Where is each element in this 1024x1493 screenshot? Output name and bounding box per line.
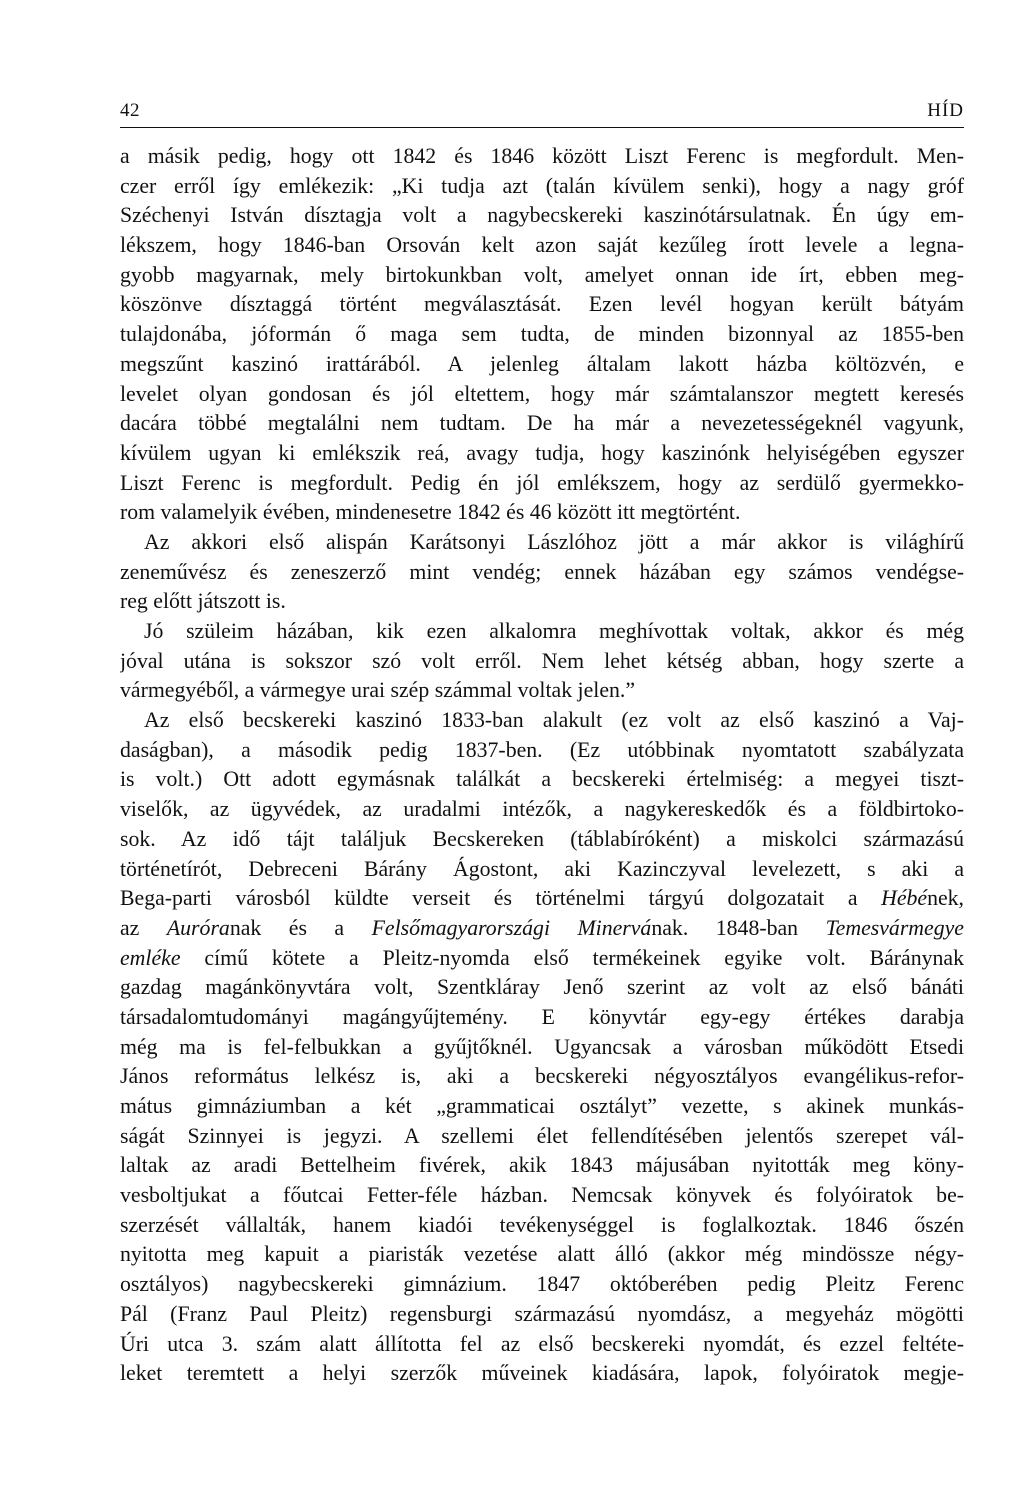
text-line: Liszt Ferenc is megfordult. Pedig én jól emlékszem, hogy az serdülő gyermekko- — [120, 470, 964, 495]
text-line: vármegyéből, a vármegye urai szép számmal voltak jelen.” — [120, 678, 636, 703]
text-line: lékszem, hogy 1846-ban Orsován kelt azon saját kezűleg írott levele a legna- — [120, 233, 964, 258]
text-line: emléke című kötete a Pleitz-nyomda első termékeinek egyike volt. Báránynak — [120, 945, 964, 970]
text-line: dacára többé megtalálni nem tudtam. De ha már a nevezetességeknél vagyunk, — [120, 411, 964, 436]
header-rule — [120, 127, 964, 128]
text-line: köszönve dísztaggá történt megválasztását. Ezen levél hogyan került bátyám — [120, 292, 964, 317]
text-line: daságban), a második pedig 1837-ben. (Ez utóbbinak nyomtatott szabályzata — [120, 737, 964, 762]
text-line: Úri utca 3. szám alatt állította fel az első becskereki nyomdát, és ezzel feltéte- — [120, 1331, 964, 1356]
text-line: az Auróranak és a Felsőmagyarországi Minervának. 1848-ban Temesvármegye — [120, 915, 964, 940]
page-number: 42 — [120, 100, 140, 121]
text-line: leket teremtett a helyi szerzők műveinek kiadására, lapok, folyóiratok megje- — [120, 1361, 964, 1386]
text-line: laltak az aradi Bettelheim fivérek, akik 1843 májusában nyitották meg köny- — [120, 1153, 964, 1178]
italic-title: Felsőmagyarországi Minervá — [371, 915, 652, 940]
italic-title: Hébé — [881, 886, 928, 911]
body-text — [120, 142, 964, 1389]
text-line: mátus gimnáziumban a két „grammaticai osztályt” vezette, s akinek munkás- — [120, 1094, 964, 1118]
text-line: viselők, az ügyvédek, az uradalmi intézők, a nagykereskedők és a földbirtoko- — [120, 797, 964, 822]
text-line: János református lelkész is, aki a becskereki négyosztályos evangélikus-refor- — [120, 1064, 964, 1089]
text-line: zeneművész és zeneszerző mint vendég; ennek házában egy számos vendégse- — [120, 559, 964, 584]
text-line: sok. Az idő tájt találjuk Becskereken (táblabíróként) a miskolci származású — [120, 826, 964, 851]
text-line: Az első becskereki kaszinó 1833-ban alakult (ez volt az első kaszinó a Vaj- — [144, 708, 964, 733]
text-line: megszűnt kaszinó irattárából. A jelenleg általam lakott házba költözvén, e — [120, 351, 964, 376]
text-line: a másik pedig, hogy ott 1842 és 1846 között Liszt Ferenc is megfordult. Men- — [120, 144, 964, 168]
text-line: történetírót, Debreceni Bárány Ágostont, aki Kazinczyval levelezett, s aki a — [120, 856, 964, 881]
text-line: gyobb magyarnak, mely birtokunkban volt, amelyet onnan ide írt, ebben meg- — [120, 262, 964, 287]
text-line: osztályos) nagybecskereki gimnázium. 1847 októberében pedig Pleitz Ferenc — [120, 1272, 964, 1297]
text-fragment: nek, — [927, 886, 964, 911]
text-line: reg előtt játszott is. — [120, 589, 286, 614]
text-line: vesboltjukat a főutcai Fetter-féle házban. Nemcsak könyvek és folyóiratok be- — [120, 1183, 964, 1208]
text-line: czer erről így emlékezik: „Ki tudja azt (talán kívülem senki), hogy a nagy gróf — [120, 173, 964, 198]
italic-title: emléke — [120, 945, 181, 970]
text-line: nyitotta meg kapuit a piaristák vezetése alatt álló (akkor még mindössze négy- — [120, 1242, 964, 1267]
text-line: levelet olyan gondosan és jól eltettem, hogy már számtalanszor megtett keresés — [120, 381, 964, 406]
text-line: szerzését vállalták, hanem kiadói tevékenységgel is foglalkoztak. 1846 őszén — [120, 1212, 964, 1237]
italic-title: Auróra — [166, 915, 230, 940]
text-line: tulajdonába, jóformán ő maga sem tudta, de minden bizonnyal az 1855-ben — [120, 322, 964, 347]
running-head — [120, 96, 964, 126]
text-line: társadalomtudományi magángyűjtemény. E könyvtár egy-egy értékes darabja — [120, 1004, 964, 1029]
text-line: Bega-parti városból küldte verseit és történelmi tárgyú dolgozatait a Hébének, — [120, 886, 964, 911]
text-line: rom valamelyik évében, mindenesetre 1842 és 46 között itt megtörtént. — [120, 500, 741, 525]
text-line: jóval utána is sokszor szó volt erről. Nem lehet kétség abban, hogy szerte a — [120, 648, 964, 673]
journal-title: HÍD — [927, 100, 964, 121]
text-line: gazdag magánkönyvtára volt, Szentkláray Jenő szerint az volt az első bánáti — [120, 975, 964, 1000]
text-line: Széchenyi István dísztagja volt a nagybecskereki kaszinótársulatnak. Én úgy em- — [120, 203, 964, 228]
text-line: ságát Szinnyei is jegyzi. A szellemi élet fellendítésében jelentős szerepet vál- — [120, 1123, 964, 1148]
text-line: is volt.) Ott adott egymásnak találkát a becskereki értelmiség: a megyei tiszt- — [120, 767, 964, 792]
italic-title: Temesvármegye — [825, 915, 964, 940]
text-line: kívülem ugyan ki emlékszik reá, avagy tudja, hogy kaszinónk helyiségében egyszer — [120, 440, 964, 465]
text-line: Jó szüleim házában, kik ezen alkalomra meghívottak voltak, akkor és még — [144, 619, 964, 643]
text-line: Pál (Franz Paul Pleitz) regensburgi származású nyomdász, a megyeház mögötti — [120, 1301, 964, 1326]
text-line: még ma is fel-felbukkan a gyűjtőknél. Ugyancsak a városban működött Etsedi — [120, 1034, 964, 1059]
text-line: Az akkori első alispán Karátsonyi Lászlóhoz jött a már akkor is világhírű — [144, 529, 964, 554]
